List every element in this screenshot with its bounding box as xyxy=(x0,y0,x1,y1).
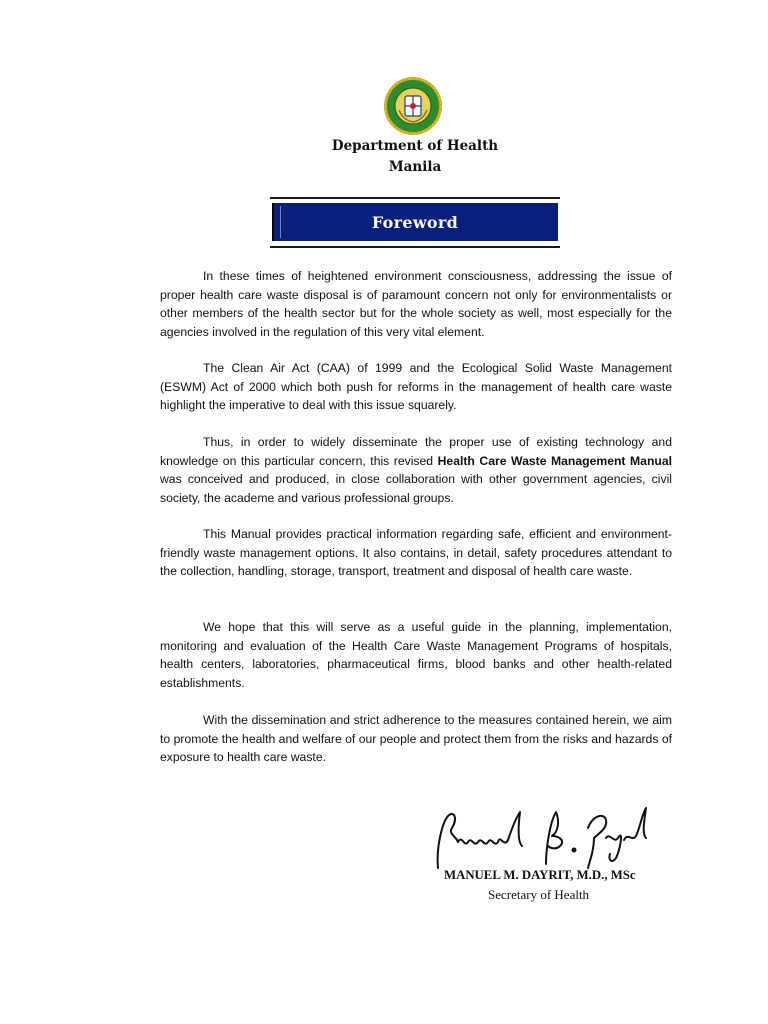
paragraph-5: We hope that this will serve as a useful guide in the planning, implementation, monitoring and evaluation of the Health Care Waste Management Programs of hospitals, health centers, laboratories, pharmaceutical firms, blood banks and other health-related establishments. xyxy=(160,620,672,690)
title-banner xyxy=(272,203,558,241)
department-name: Department of Health xyxy=(331,138,499,154)
page-title: Foreword xyxy=(371,212,459,232)
doh-seal-icon xyxy=(383,76,443,136)
signatory-name: MANUEL M. DAYRIT, M.D., MSc xyxy=(444,868,636,882)
banner-bottom-rule xyxy=(270,246,560,248)
paragraph-4: This Manual provides practical information regarding safe, efficient and environment-friendly waste management options. It also contains, in detail, safety procedures attendant to the collection, handling, storage, transport, treatment and disposal of health care waste. xyxy=(160,527,672,579)
banner-top-rule xyxy=(270,197,560,199)
signature-image xyxy=(428,798,660,874)
paragraph-2: The Clean Air Act (CAA) of 1999 and the Ecological Solid Waste Management (ESWM) Act of 2000 which both push for reforms in the management of health care waste highlight the imperative to deal with this issue squarely. xyxy=(160,361,672,413)
department-city: Manila xyxy=(388,159,442,175)
paragraph-1: In these times of heightened environment consciousness, addressing the issue of proper health care waste disposal is of paramount concern not only for environmentalists or other members of the health sector but for the whole society as well, most especially for the agencies involved in the regulation of this very vital element. xyxy=(160,269,672,339)
paragraph-6: With the dissemination and strict adherence to the measures contained herein, we aim to promote the health and welfare of our people and protect them from the risks and hazards of exposure to health care waste. xyxy=(160,713,672,765)
paragraph-3: Thus, in order to widely disseminate the proper use of existing technology and knowledge on this particular concern, this revised Health Care Waste Management Manual was conceived and produced, in close collaboration with other government agencies, civil society, the academe and various professional groups. xyxy=(160,435,673,505)
manual-title: Health Care Waste Management Manual xyxy=(437,453,673,468)
signatory-position: Secretary of Health xyxy=(488,887,590,902)
